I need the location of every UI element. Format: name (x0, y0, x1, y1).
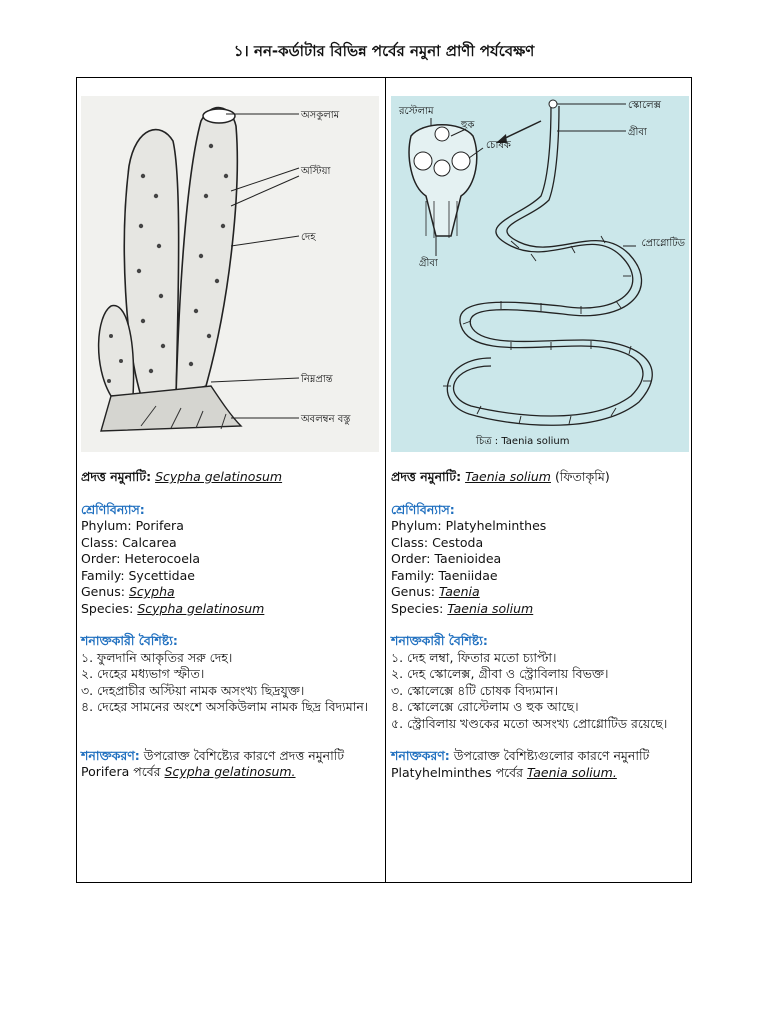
feature-item: ২. দেহ স্কোলেক্স, গ্রীবা ও স্ট্রোবিলায় বিভক্ত। (391, 666, 609, 681)
family: Family: Sycettidae (81, 567, 195, 583)
classification-heading: শ্রেণিবিন্যাস: (81, 501, 145, 517)
scypha-drawing (81, 96, 379, 452)
label-osculum: অসকুলাম (301, 110, 340, 121)
label-neck-enlarged: গ্রীবা (419, 258, 438, 269)
identification: শনাক্তকরণ: উপরোক্ত বৈশিষ্ট্যের কারণে প্রদত্ত নমুনাটি Porifera পর্বের Scypha gelatinosum. (81, 747, 345, 779)
label-ostia: অস্টিয়া (301, 166, 331, 177)
order: Order: Taenioidea (391, 551, 502, 566)
column-divider (385, 77, 386, 883)
label-rostellum: রস্টেলাম (399, 106, 434, 117)
feature-item: ৪. দেহের সামনের অংশে অসকিউলাম নামক ছিদ্র বিদ্যমান। (81, 699, 369, 714)
sample-name: Scypha gelatinosum (155, 469, 283, 484)
feature-item: ১. ফুলদানি আকৃতির সরু দেহ। (81, 649, 233, 665)
species: Species: Scypha gelatinosum (81, 600, 265, 616)
genus: Genus: Scypha (81, 584, 175, 599)
label-neck: গ্রীবা (628, 127, 647, 138)
label-substratum: অবলম্বন বস্তু (301, 414, 351, 425)
features-heading: শনাক্তকারী বৈশিষ্ট্য: (391, 633, 488, 648)
left-description (81, 469, 381, 781)
label-scolex: স্কোলেক্স (628, 100, 661, 111)
species: Species: Taenia solium (391, 600, 534, 616)
feature-item: ৪. স্কোলেক্সে রোস্টেলাম ও হুক আছে। (391, 699, 579, 714)
label-sucker: চোষক (486, 140, 511, 151)
label-base-end: নিম্নপ্রান্ত (301, 374, 333, 385)
feature-item: ২. দেহের মধ্যভাগ স্ফীত। (81, 666, 205, 681)
class: Class: Calcarea (81, 534, 177, 550)
scypha-figure (81, 96, 379, 452)
phylum: Phylum: Platyhelminthes (391, 518, 547, 533)
features-heading: শনাক্তকারী বৈশিষ্ট্য: (81, 633, 178, 648)
page-title: ১। নন-কর্ডাটার বিভিন্ন পর্বের নমুনা প্রাণী পর্যবেক্ষণ (233, 42, 535, 60)
right-description (391, 469, 691, 781)
family: Family: Taeniidae (391, 567, 498, 583)
sample-line: প্রদত্ত নমুনাটি: Scypha gelatinosum (81, 469, 283, 484)
feature-item: ১. দেহ লম্বা, ফিতার মতো চ্যাপ্টা। (391, 649, 557, 665)
feature-item: ৩. দেহপ্রাচীর অস্টিয়া নামক অসংখ্য ছিদ্রযুক্ত। (81, 682, 305, 698)
feature-item: ৫. স্ট্রোবিলায় খণ্ডকের মতো অসংখ্য প্রোগ্লোটিড রয়েছে। (391, 715, 668, 731)
sample-name: Taenia solium (465, 469, 551, 484)
taenia-drawing (391, 96, 689, 452)
phylum: Phylum: Porifera (81, 518, 184, 533)
genus: Genus: Taenia (391, 584, 480, 599)
label-body: দেহ (301, 232, 316, 243)
label-proglottid: প্রোগ্লোটিড (641, 238, 685, 249)
feature-item: ৩. স্কোলেক্সে ৪টি চোষক বিদ্যমান। (391, 682, 559, 698)
order: Order: Heterocoela (81, 551, 201, 566)
identification: শনাক্তকরণ: উপরোক্ত বৈশিষ্ট্যগুলোর কারণে নমুনাটি Platyhelminthes পর্বের Taenia solium. (391, 748, 650, 780)
label-hook: হুক (461, 120, 475, 131)
figure-caption: চিত্র : Taenia solium (476, 436, 570, 447)
sample-line: প্রদত্ত নমুনাটি: Taenia solium (ফিতাকৃমি) (391, 469, 610, 484)
class: Class: Cestoda (391, 534, 484, 550)
classification-heading: শ্রেণিবিন্যাস: (391, 501, 455, 517)
taenia-figure (391, 96, 689, 452)
